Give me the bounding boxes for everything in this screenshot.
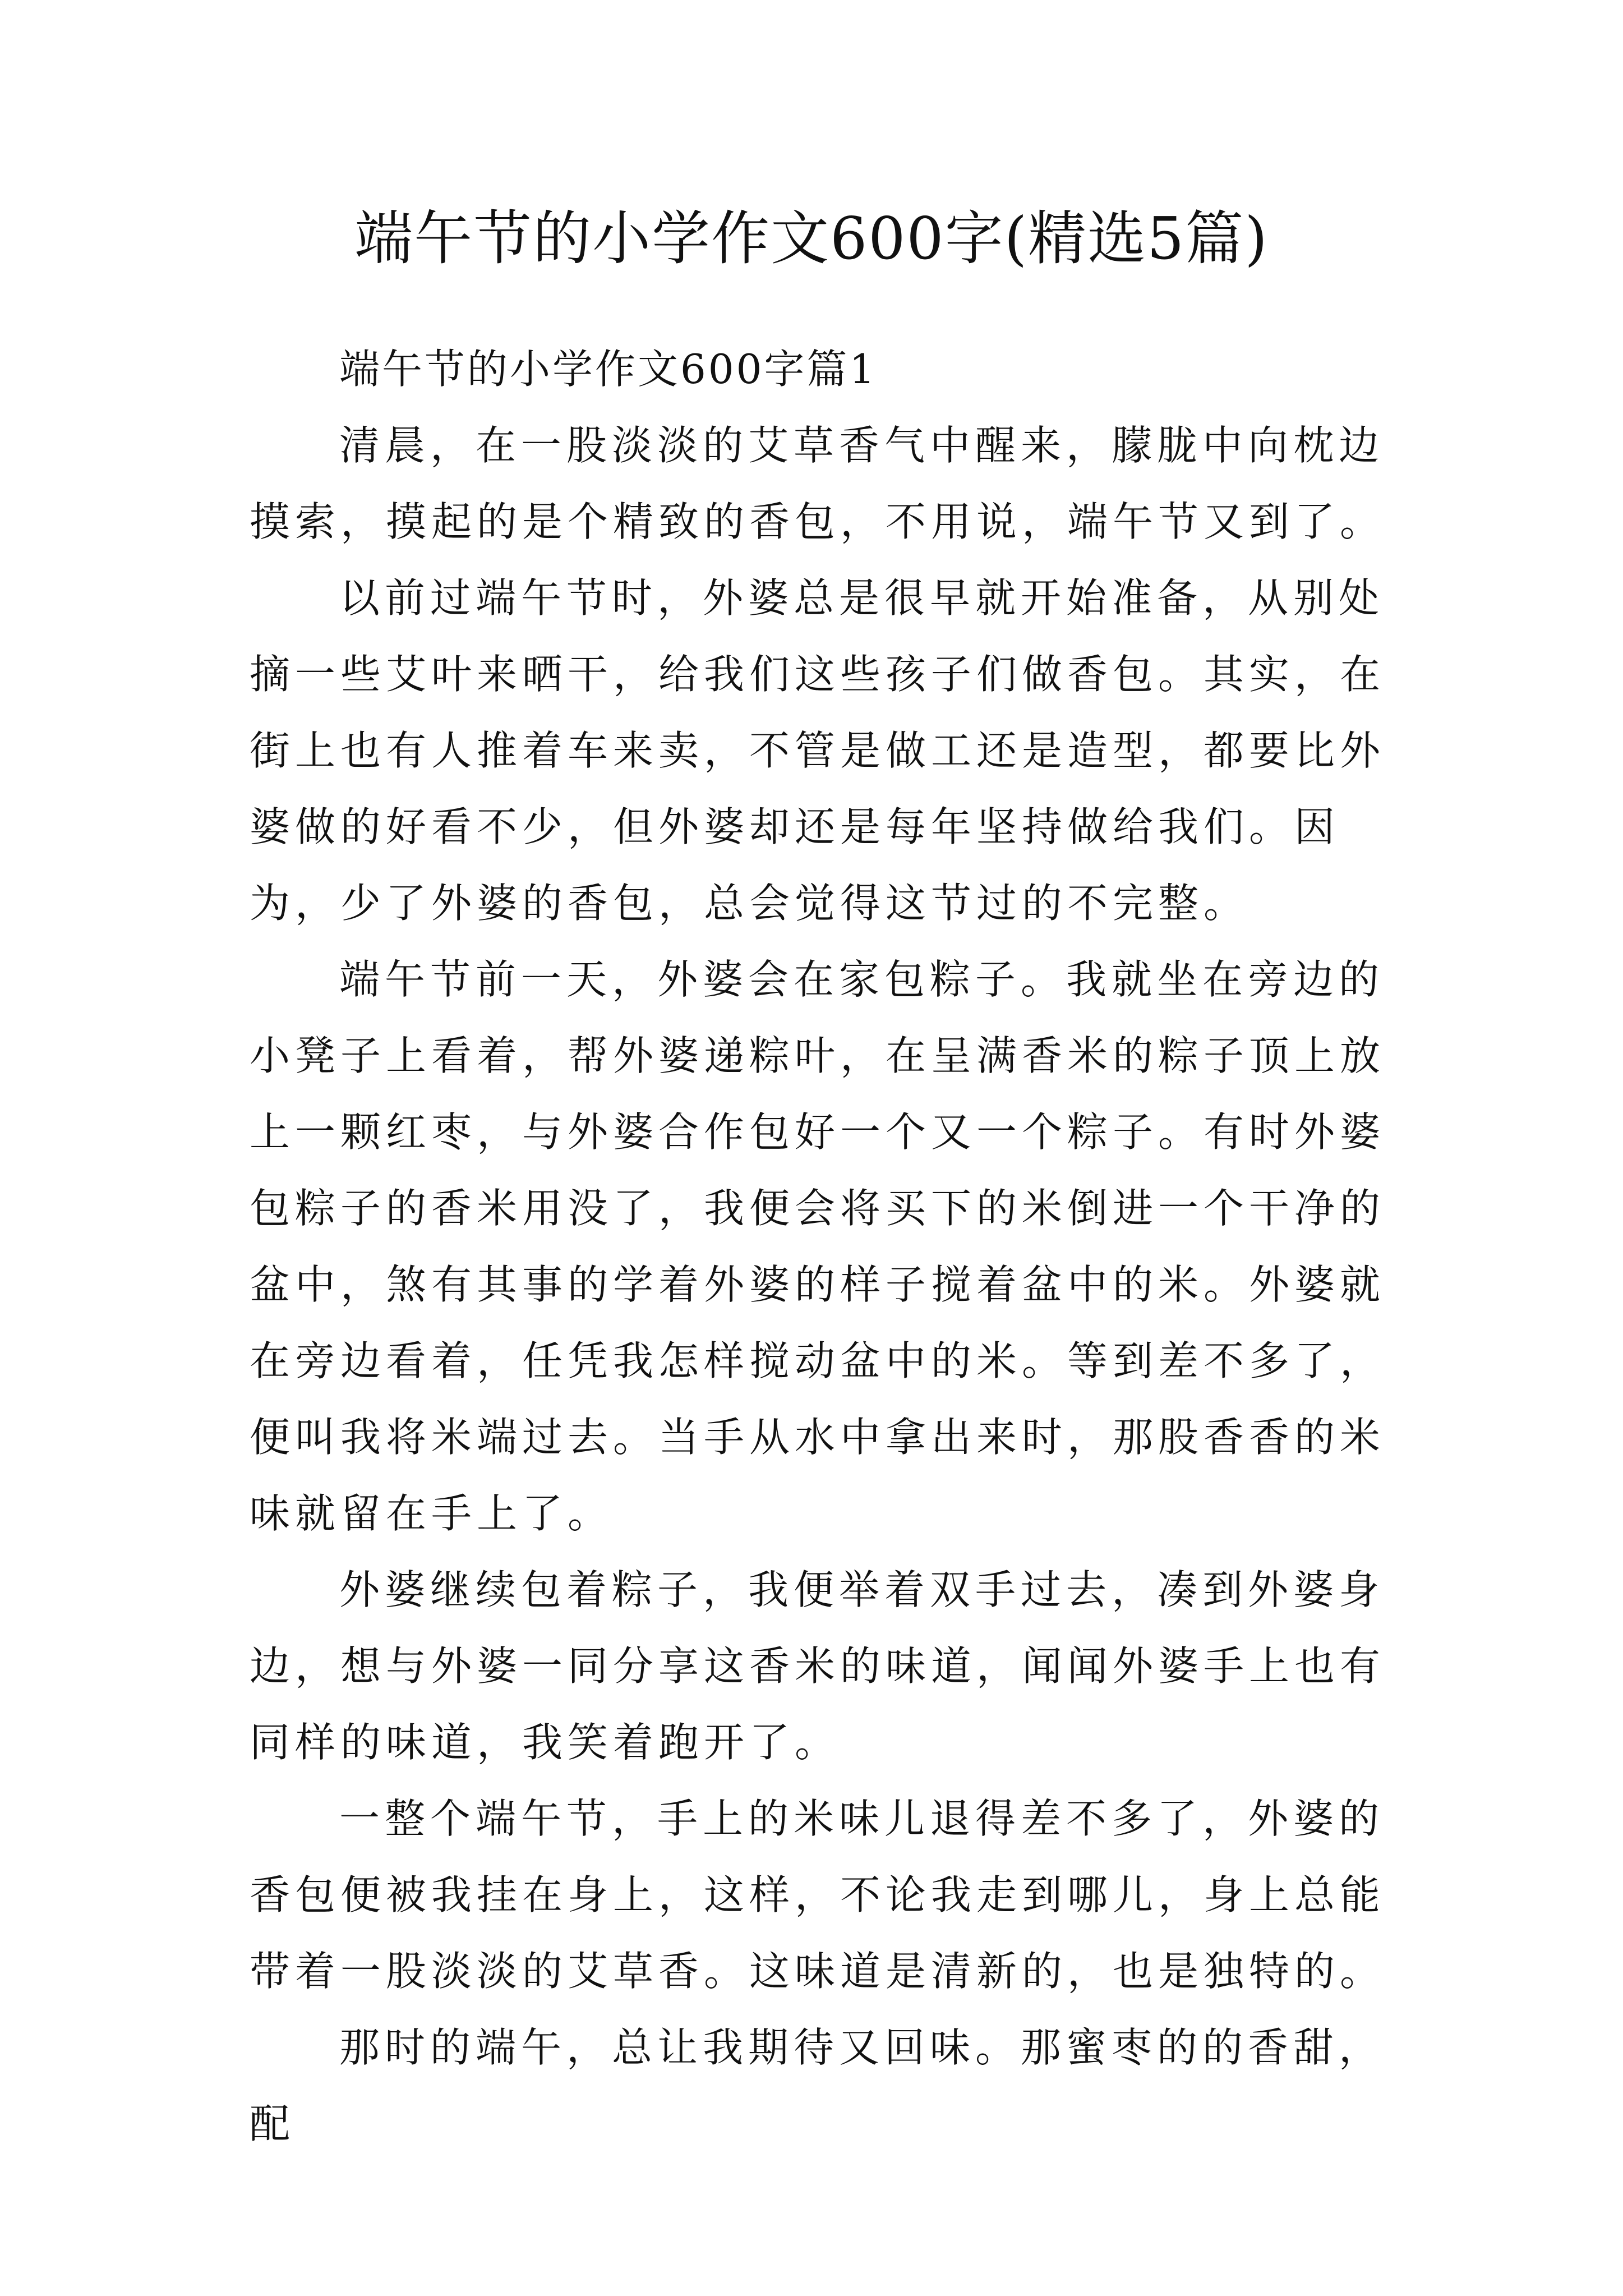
paragraph-6: 那时的端午，总让我期待又回味。那蜜枣的的香甜，配 [250, 2024, 1385, 2147]
document-body [250, 331, 1394, 2162]
section-heading: 端午节的小学作文600字篇1 [339, 346, 878, 393]
paragraph-5: 一整个端午节，手上的米味儿退得差不多了，外婆的香包便被我挂在身上，这样，不论我走到哪儿，身上总能带着一股淡淡的艾草香。这味道是清新的，也是独特的。 [250, 1795, 1386, 1995]
paragraph-4: 外婆继续包着粽子，我便举着双手过去，凑到外婆身边，想与外婆一同分享这香米的味道，闻闻外婆手上也有同样的味道，我笑着跑开了。 [250, 1566, 1386, 1766]
paragraph-2: 以前过端午节时，外婆总是很早就开始准备，从别处摘一些艾叶来晒干，给我们这些孩子们做香包。其实，在街上也有人推着车来卖，不管是做工还是造型，都要比外婆做的好看不少，但外婆却还是每年坚持做给我们。因为，少了外婆的香包，总会觉得这节过的不完整。 [250, 574, 1386, 927]
document-title: 端午节的小学作文600字(精选5篇) [354, 204, 1269, 273]
paragraph-1: 清晨，在一股淡淡的艾草香气中醒来，朦胧中向枕边摸索，摸起的是个精致的香包，不用说，端午节又到了。 [250, 422, 1386, 545]
paragraph-3: 端午节前一天，外婆会在家包粽子。我就坐在旁边的小凳子上看着，帮外婆递粽叶，在呈满香米的粽子顶上放上一颗红枣，与外婆合作包好一个又一个粽子。有时外婆包粽子的香米用没了，我便会将买下的米倒进一个干净的盆中，煞有其事的学着外婆的样子搅着盆中的米。外婆就在旁边看着，任凭我怎样搅动盆中的米。等到差不多了，便叫我将米端过去。当手从水中拿出来时，那股香香的米味就留在手上了。 [250, 956, 1386, 1537]
